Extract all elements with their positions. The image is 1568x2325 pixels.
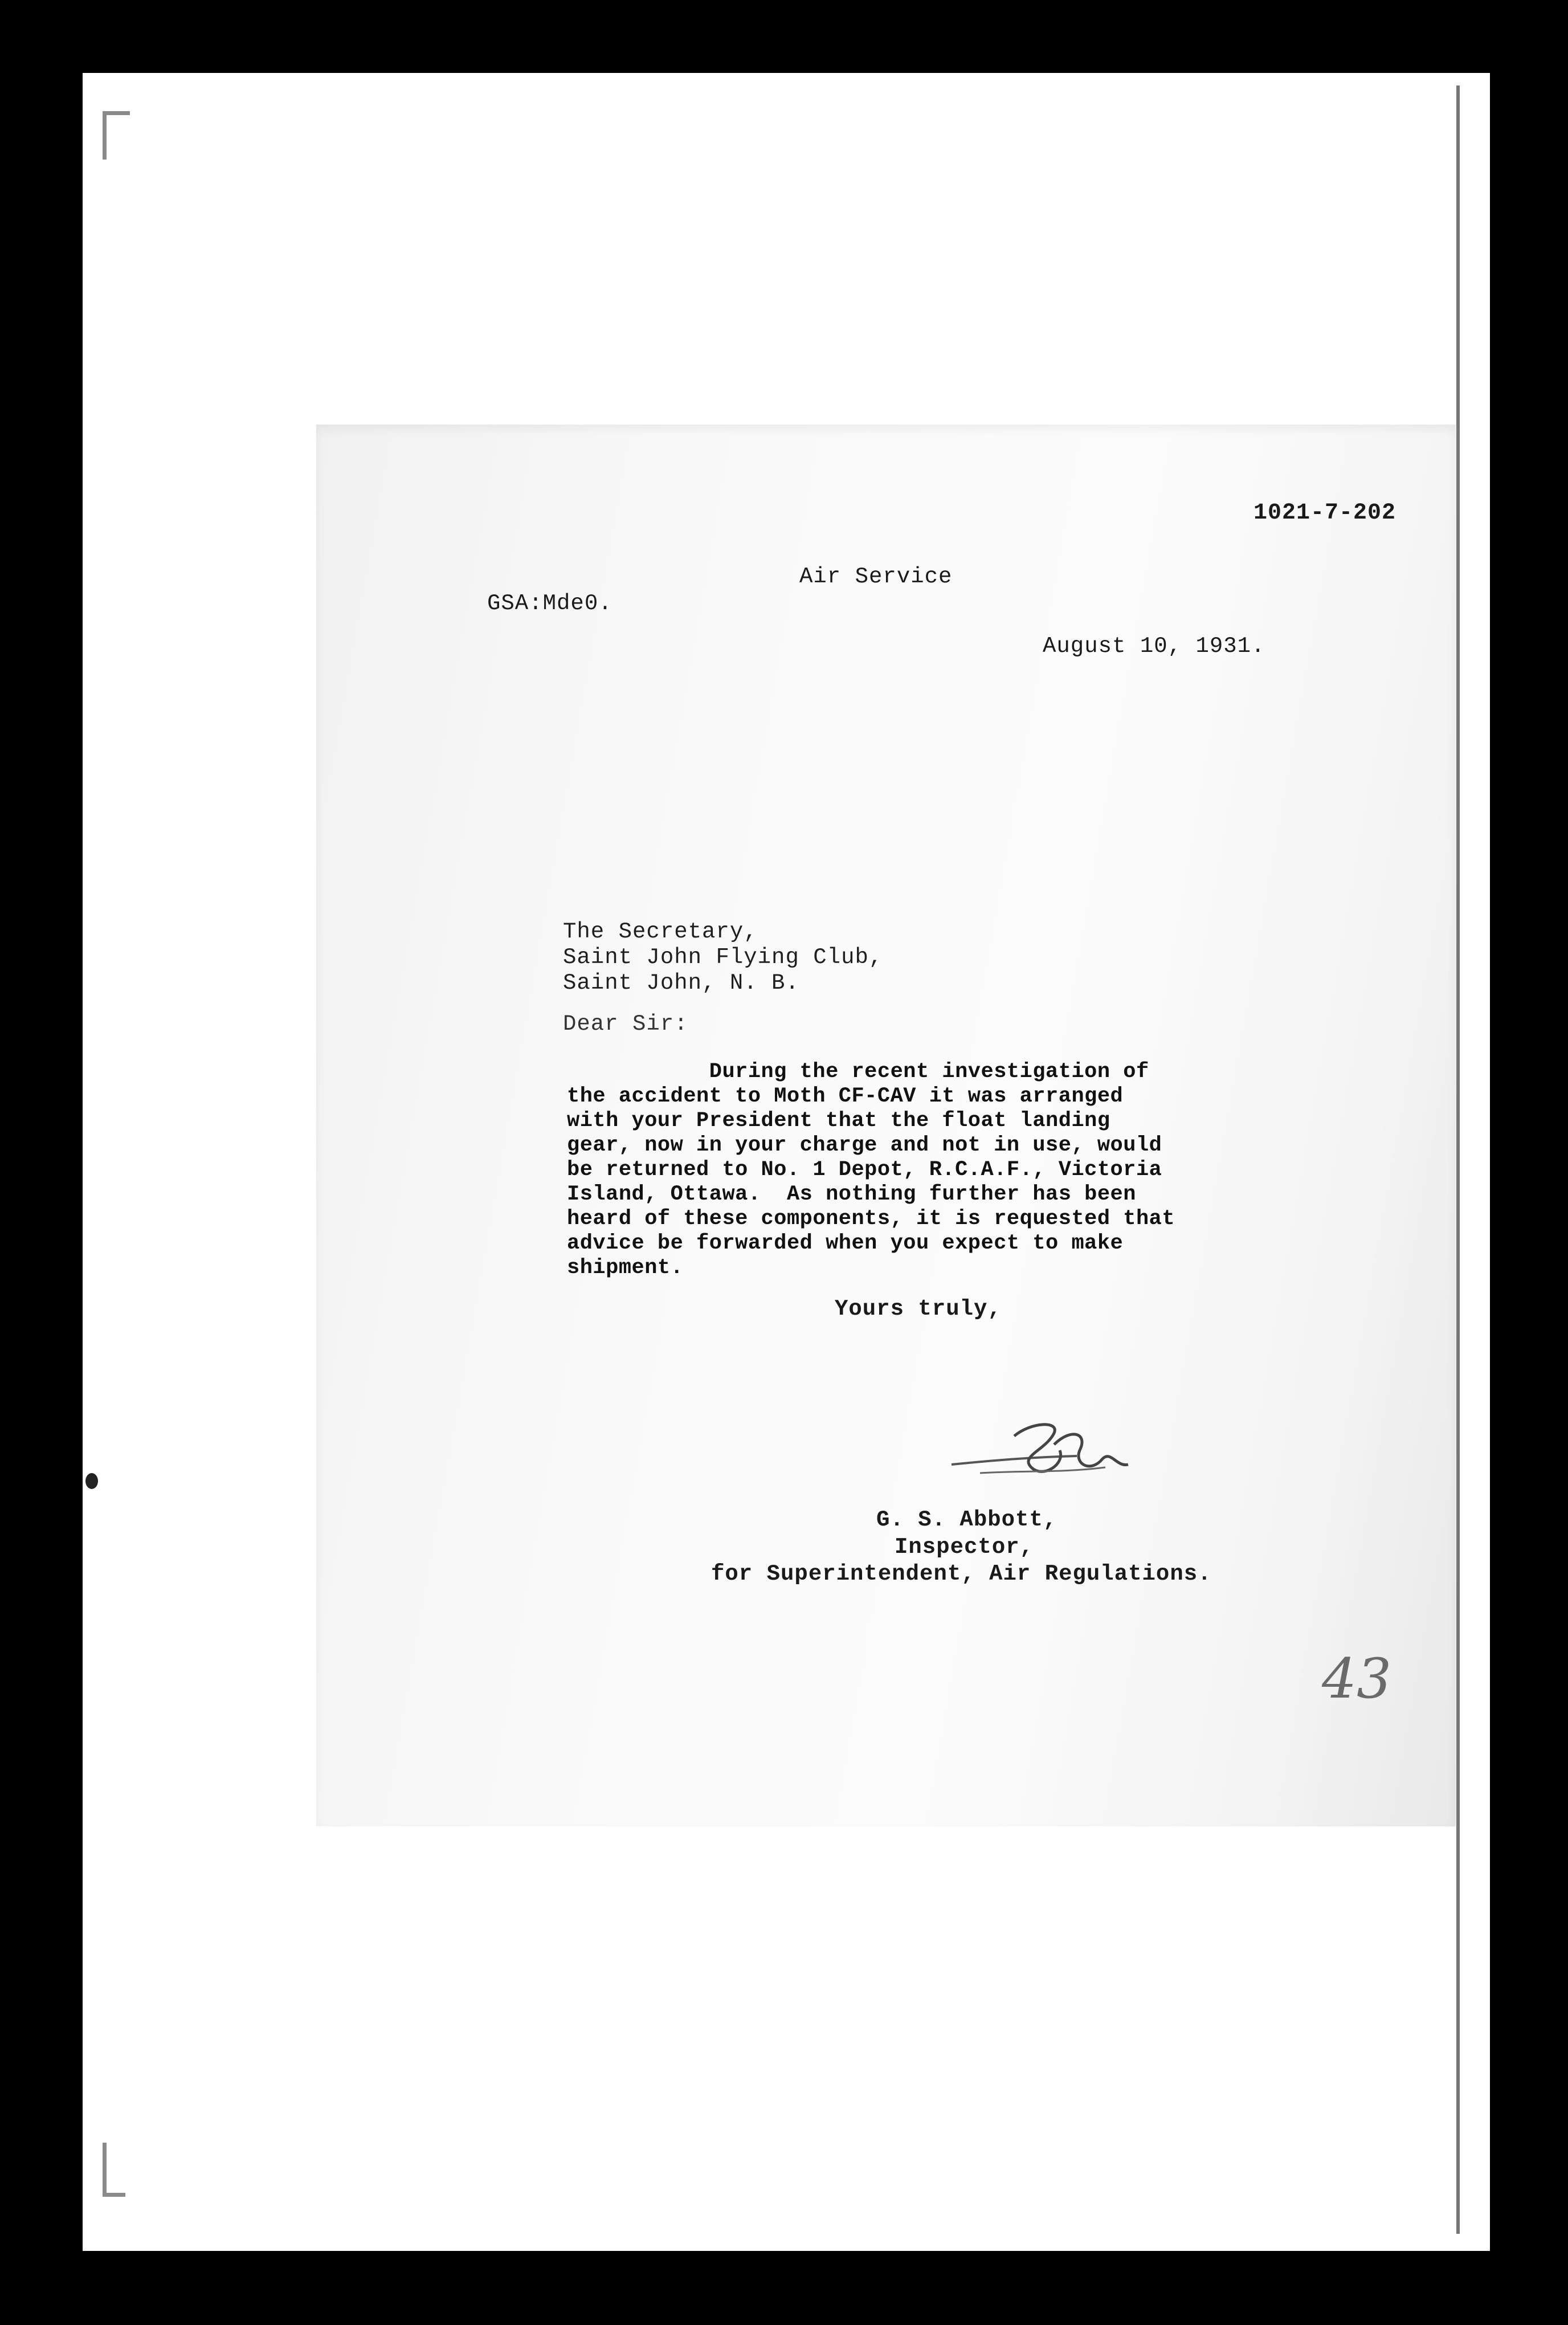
body-line: During the recent investigation of <box>567 1060 1149 1084</box>
address-line: Saint John, N. B. <box>563 970 799 996</box>
address-line: The Secretary, <box>563 919 758 944</box>
body-line: heard of these components, it is requested that <box>567 1207 1175 1231</box>
body-line: advice be forwarded when you expect to make <box>567 1231 1124 1255</box>
body-line: with your President that the float landing <box>567 1109 1110 1133</box>
body-line: gear, now in your charge and not in use, would <box>567 1133 1162 1157</box>
reference-initials: GSA:Mde0. <box>487 591 612 616</box>
signer-title: Inspector, <box>895 1535 1034 1560</box>
letter-body <box>567 1060 1175 1280</box>
corner-mark-bottom-left <box>103 2143 107 2197</box>
letter-date: August 10, 1931. <box>1043 634 1265 659</box>
closing: Yours truly, <box>835 1296 1002 1321</box>
body-line: be returned to No. 1 Depot, R.C.A.F., Victoria <box>567 1158 1162 1182</box>
address-line: Saint John Flying Club, <box>563 945 883 970</box>
department-heading: Air Service <box>799 564 953 589</box>
body-line: shipment. <box>567 1256 684 1280</box>
signer-role: for Superintendent, Air Regulations. <box>711 1561 1212 1586</box>
film-speck <box>85 1473 98 1489</box>
file-number: 1021-7-202 <box>1253 500 1396 526</box>
handwritten-signature <box>946 1410 1157 1496</box>
handwritten-page-number: 43 <box>1322 1647 1392 1711</box>
salutation: Dear Sir: <box>563 1011 688 1037</box>
body-line: Island, Ottawa. As nothing further has been <box>567 1182 1136 1206</box>
corner-mark-top-left <box>103 111 107 160</box>
body-line: the accident to Moth CF-CAV it was arranged <box>567 1084 1124 1108</box>
corner-mark-bottom-left-bar <box>103 2193 125 2197</box>
corner-mark-top-left-bar <box>103 111 130 115</box>
sheet-edge <box>1456 85 1460 2234</box>
signer-name: G. S. Abbott, <box>876 1507 1057 1532</box>
recipient-address <box>563 919 883 996</box>
